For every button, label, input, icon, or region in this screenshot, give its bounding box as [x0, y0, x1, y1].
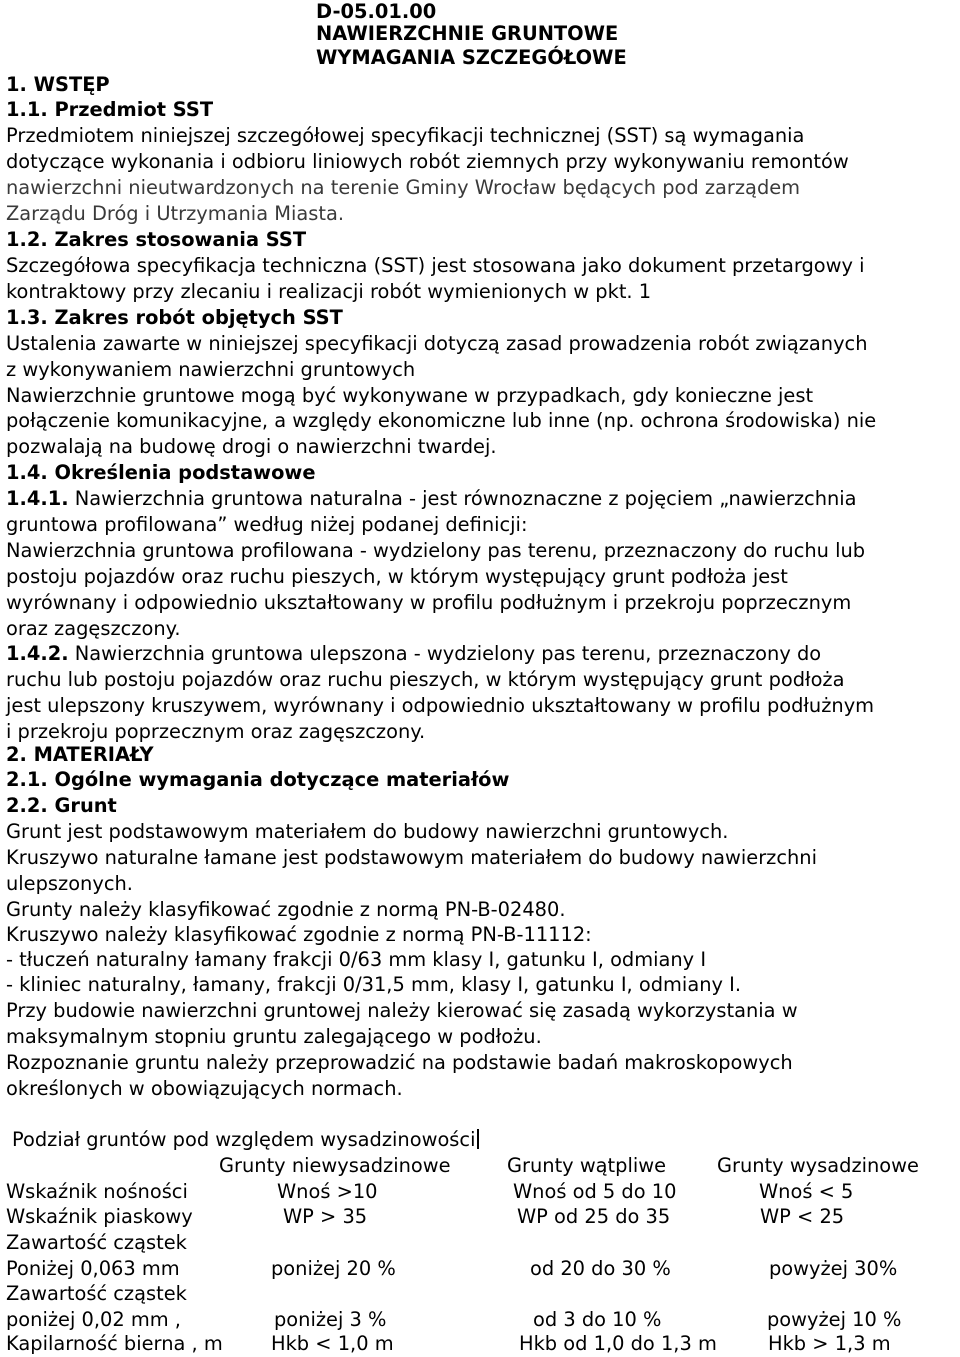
paragraph-line: Nawierzchnie gruntowe mogą być wykonywane w przypadkach, gdy konieczne jest	[6, 384, 814, 407]
paragraph-line: gruntowa profilowana” według niżej podanej definicji:	[6, 513, 528, 536]
section-1-2-heading: 1.2. Zakres stosowania SST	[6, 228, 307, 251]
doc-code: D-05.01.00	[316, 0, 437, 23]
paragraph-line: ulepszonych.	[6, 872, 133, 895]
table-header-frost: Grunty wysadzinowe	[717, 1154, 919, 1177]
table-cell: od 3 do 10 %	[533, 1308, 662, 1331]
table-cell: Hkb < 1,0 m	[271, 1332, 394, 1355]
table-cell: poniżej 20 %	[271, 1257, 396, 1280]
table-cell: od 20 do 30 %	[530, 1257, 671, 1280]
section-2-1-heading: 2.1. Ogólne wymagania dotyczące materiałów	[6, 768, 510, 791]
section-title: Przedmiot SST	[47, 98, 214, 121]
definition-number: 1.4.1.	[6, 487, 69, 510]
table-header-nonfrost: Grunty niewysadzinowe	[219, 1154, 451, 1177]
doc-subtitle: WYMAGANIA SZCZEGÓŁOWE	[316, 46, 627, 69]
table-row-label: Wskaźnik piaskowy	[6, 1205, 193, 1228]
table-cell: WP od 25 do 35	[517, 1205, 671, 1228]
paragraph-line: Kruszywo naturalne łamane jest podstawowym materiałem do budowy nawierzchni	[6, 846, 817, 869]
table-header-doubtful: Grunty wątpliwe	[507, 1154, 667, 1177]
section-1-3-heading: 1.3. Zakres robót objętych SST	[6, 306, 343, 329]
table-cell: powyżej 10 %	[767, 1308, 902, 1331]
table-cell: WP > 35	[283, 1205, 368, 1228]
paragraph-line: dotyczące wykonania i odbioru liniowych robót ziemnych przy wykonywaniu remontów	[6, 150, 849, 173]
paragraph-line: Przy budowie nawierzchni gruntowej należy kierować się zasadą wykorzystania w	[6, 999, 798, 1022]
table-row-label: Wskaźnik nośności	[6, 1180, 188, 1203]
table-row-label: Zawartość cząstek	[6, 1282, 187, 1305]
table-row-label: Kapilarność bierna , m	[6, 1332, 223, 1355]
table-row-label: Poniżej 0,063 mm	[6, 1257, 180, 1280]
paragraph-line: Nawierzchnia gruntowa profilowana - wydzielony pas terenu, przeznaczony do ruchu lub	[6, 539, 866, 562]
table-cell: Wnoś od 5 do 10	[513, 1180, 677, 1203]
table-row-label: poniżej 0,02 mm ,	[6, 1308, 181, 1331]
doc-title: NAWIERZCHNIE GRUNTOWE	[316, 22, 619, 45]
paragraph-line: Rozpoznanie gruntu należy przeprowadzić na podstawie badań makroskopowych	[6, 1051, 793, 1074]
paragraph-line: Grunt jest podstawowym materiałem do budowy nawierzchni gruntowych.	[6, 820, 729, 843]
paragraph-line: jest ulepszony kruszywem, wyrównany i odpowiednio ukształtowany w profilu podłużnym	[6, 694, 875, 717]
section-number: 1.1.	[6, 98, 48, 121]
table-cell: Hkb > 1,3 m	[768, 1332, 891, 1355]
table-row-label: Zawartość cząstek	[6, 1231, 187, 1254]
paragraph-line: Ustalenia zawarte w niniejszej specyfikacji dotyczą zasad prowadzenia robót związanych	[6, 332, 868, 355]
paragraph-line: - tłuczeń naturalny łamany frakcji 0/63 mm klasy I, gatunku I, odmiany I	[6, 948, 707, 971]
definition-number: 1.4.2.	[6, 642, 69, 665]
definition-line	[6, 641, 821, 667]
paragraph-line: Grunty należy klasyfikować zgodnie z normą PN-B-02480.	[6, 898, 566, 921]
paragraph-line: Kruszywo należy klasyfikować zgodnie z normą PN-B-11112:	[6, 923, 592, 946]
section-1-1-heading	[6, 97, 213, 123]
table-cell: Hkb od 1,0 do 1,3 m	[519, 1332, 717, 1355]
paragraph-line: z wykonywaniem nawierzchni gruntowych	[6, 358, 416, 381]
text-cursor	[477, 1129, 479, 1149]
definition-text: Nawierzchnia gruntowa ulepszona - wydzielony pas terenu, przeznaczony do	[68, 642, 822, 665]
paragraph-line: określonych w obowiązujących normach.	[6, 1077, 403, 1100]
paragraph-line: Szczegółowa specyfikacja techniczna (SST) jest stosowana jako dokument przetargowy i	[6, 254, 865, 277]
paragraph-line: i przekroju poprzecznym oraz zagęszczony.	[6, 720, 426, 743]
paragraph-line: Przedmiotem niniejszej szczegółowej specyfikacji technicznej (SST) są wymagania	[6, 124, 805, 147]
paragraph-line: postoju pojazdów oraz ruchu pieszych, w którym występujący grunt podłoża jest	[6, 565, 788, 588]
table-cell: powyżej 30%	[769, 1257, 898, 1280]
section-1-4-heading: 1.4. Określenia podstawowe	[6, 461, 316, 484]
table-cell: WP < 25	[760, 1205, 845, 1228]
paragraph-line: pozwalają na budowę drogi o nawierzchni twardej.	[6, 435, 497, 458]
paragraph-line: kontraktowy przy zlecaniu i realizacji robót wymienionych w pkt. 1	[6, 280, 652, 303]
paragraph-line: nawierzchni nieutwardzonych na terenie Gminy Wrocław będących pod zarządem	[6, 176, 801, 199]
table-cell: Wnoś < 5	[759, 1180, 854, 1203]
table-caption: Podział gruntów pod względem wysadzinowości	[12, 1127, 479, 1153]
table-cell: Wnoś >10	[277, 1180, 378, 1203]
section-2-heading: 2. MATERIAŁY	[6, 743, 154, 766]
paragraph-line: - kliniec naturalny, łamany, frakcji 0/31,5 mm, klasy I, gatunku I, odmiany I.	[6, 973, 742, 996]
paragraph-line: Zarządu Dróg i Utrzymania Miasta.	[6, 202, 344, 225]
definition-line	[6, 486, 857, 512]
paragraph-line: oraz zagęszczony.	[6, 617, 181, 640]
paragraph-line: maksymalnym stopniu gruntu zalegającego w podłożu.	[6, 1025, 542, 1048]
table-cell: poniżej 3 %	[274, 1308, 387, 1331]
paragraph-line: ruchu lub postoju pojazdów oraz ruchu pieszych, w którym występujący grunt podłoża	[6, 668, 845, 691]
section-2-2-heading: 2.2. Grunt	[6, 794, 117, 817]
section-1-heading: 1. WSTĘP	[6, 73, 110, 96]
definition-text: Nawierzchnia gruntowa naturalna - jest równoznaczne z pojęciem „nawierzchnia	[68, 487, 857, 510]
paragraph-line: wyrównany i odpowiednio ukształtowany w profilu podłużnym i przekroju poprzecznym	[6, 591, 852, 614]
paragraph-line: połączenie komunikacyjne, a względy ekonomiczne lub inne (np. ochrona środowiska) nie	[6, 409, 877, 432]
